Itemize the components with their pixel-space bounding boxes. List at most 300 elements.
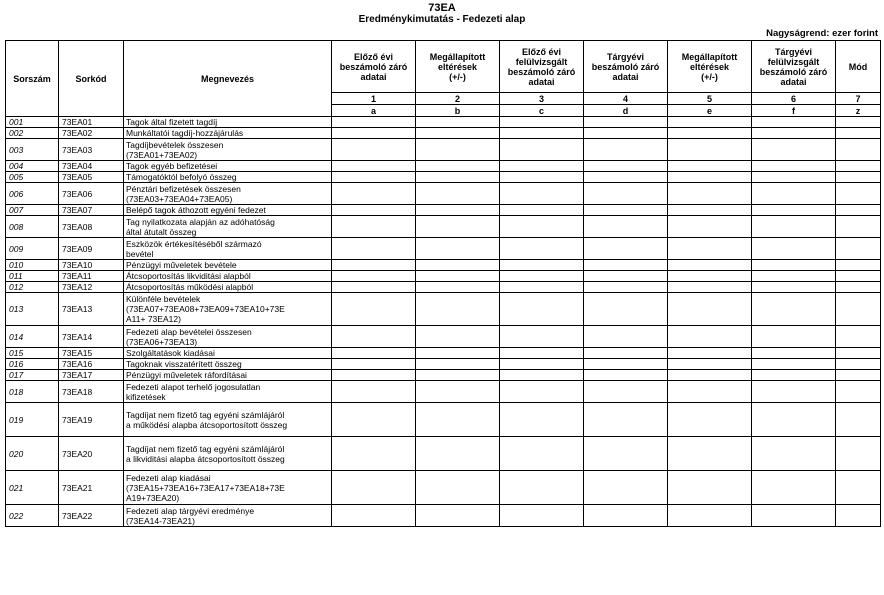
row-name-line: Tagok által fizetett tagdíj <box>126 117 218 127</box>
value-cell[interactable] <box>584 381 668 403</box>
value-cell[interactable] <box>332 117 416 128</box>
table-row <box>6 326 881 348</box>
row-name-line: A19+73EA20) <box>126 492 180 503</box>
value-cell[interactable] <box>416 282 500 293</box>
value-cell[interactable] <box>584 282 668 293</box>
value-cell[interactable] <box>416 172 500 183</box>
header-line: Megállapított <box>429 51 486 62</box>
value-cell[interactable] <box>416 216 500 238</box>
column-letter: f <box>752 105 836 117</box>
row-name-line: Fedezeti alap kiadásai <box>126 472 211 483</box>
value-cell[interactable] <box>416 183 500 205</box>
row-number: 022 <box>6 505 59 527</box>
value-cell[interactable] <box>836 161 881 172</box>
value-cell[interactable] <box>332 403 416 437</box>
row-number: 005 <box>6 172 59 183</box>
table-row <box>6 437 881 471</box>
column-letter: d <box>584 105 668 117</box>
value-cell[interactable] <box>584 326 668 348</box>
row-name-line: Tagok egyéb befizetései <box>126 161 218 171</box>
row-code: 73EA11 <box>59 271 124 282</box>
table-row <box>6 128 881 139</box>
unit-label: Nagyságrend: ezer forint <box>766 28 878 39</box>
row-number: 017 <box>6 370 59 381</box>
row-name-line: Fedezeti alapot terhelő jogosulatlan <box>126 381 261 392</box>
row-code: 73EA21 <box>59 471 124 505</box>
value-cell[interactable] <box>836 471 881 505</box>
value-cell[interactable] <box>332 370 416 381</box>
value-cell[interactable] <box>668 403 752 437</box>
table-row <box>6 139 881 161</box>
value-cell[interactable] <box>752 505 836 527</box>
value-cell[interactable] <box>836 117 881 128</box>
row-code: 73EA14 <box>59 326 124 348</box>
value-cell[interactable] <box>752 128 836 139</box>
form-title: Eredménykimutatás - Fedezeti alap <box>358 14 526 25</box>
row-code: 73EA02 <box>59 128 124 139</box>
value-cell[interactable] <box>668 117 752 128</box>
row-code: 73EA01 <box>59 117 124 128</box>
row-code: 73EA04 <box>59 161 124 172</box>
value-cell[interactable] <box>836 139 881 161</box>
row-code: 73EA06 <box>59 183 124 205</box>
row-code: 73EA20 <box>59 437 124 471</box>
value-cell[interactable] <box>752 271 836 282</box>
header-line: (+/-) <box>701 71 718 82</box>
value-cell[interactable] <box>668 326 752 348</box>
column-number: 4 <box>584 93 668 105</box>
row-name-line: (73EA01+73EA02) <box>126 149 198 160</box>
value-cell[interactable] <box>584 505 668 527</box>
header-col-3 <box>500 41 584 93</box>
value-cell[interactable] <box>836 293 881 326</box>
row-name <box>124 128 332 139</box>
value-cell[interactable] <box>584 128 668 139</box>
row-name <box>124 370 332 381</box>
row-name <box>124 260 332 271</box>
row-name-line: Tagdíjbevételek összesen <box>126 139 224 150</box>
value-cell[interactable] <box>416 471 500 505</box>
row-code: 73EA07 <box>59 205 124 216</box>
value-cell[interactable] <box>500 216 584 238</box>
row-number: 009 <box>6 238 59 260</box>
header-line: beszámoló záró <box>591 61 660 72</box>
value-cell[interactable] <box>584 348 668 359</box>
row-name <box>124 161 332 172</box>
value-cell[interactable] <box>500 128 584 139</box>
row-name <box>124 216 332 238</box>
row-code: 73EA19 <box>59 403 124 437</box>
value-cell[interactable] <box>332 437 416 471</box>
table-row <box>6 381 881 403</box>
row-code: 73EA09 <box>59 238 124 260</box>
value-cell[interactable] <box>668 128 752 139</box>
value-cell[interactable] <box>416 139 500 161</box>
row-name <box>124 183 332 205</box>
row-name-line: Pénzügyi műveletek bevétele <box>126 260 237 270</box>
income-statement-table <box>5 40 881 527</box>
header-col-7 <box>836 41 881 93</box>
table-row <box>6 183 881 205</box>
value-cell[interactable] <box>500 505 584 527</box>
value-cell[interactable] <box>416 348 500 359</box>
value-cell[interactable] <box>500 205 584 216</box>
column-number: 2 <box>416 93 500 105</box>
value-cell[interactable] <box>416 326 500 348</box>
row-name-line: Belépő tagok áthozott egyéni fedezet <box>126 205 266 215</box>
value-cell[interactable] <box>752 117 836 128</box>
column-letter: c <box>500 105 584 117</box>
value-cell[interactable] <box>668 260 752 271</box>
value-cell[interactable] <box>584 271 668 282</box>
row-name <box>124 348 332 359</box>
value-cell[interactable] <box>836 403 881 437</box>
value-cell[interactable] <box>332 128 416 139</box>
value-cell[interactable] <box>584 172 668 183</box>
column-letter: b <box>416 105 500 117</box>
value-cell[interactable] <box>836 370 881 381</box>
row-name <box>124 505 332 527</box>
value-cell[interactable] <box>668 216 752 238</box>
row-code: 73EA03 <box>59 139 124 161</box>
value-cell[interactable] <box>752 282 836 293</box>
column-number: 3 <box>500 93 584 105</box>
row-name-line: Fedezeti alap bevételei összesen <box>126 326 252 337</box>
value-cell[interactable] <box>836 172 881 183</box>
value-cell[interactable] <box>584 359 668 370</box>
value-cell[interactable] <box>668 183 752 205</box>
row-name-line: (73EA03+73EA04+73EA05) <box>126 193 233 204</box>
value-cell[interactable] <box>752 326 836 348</box>
header-line: Előző évi <box>353 51 393 62</box>
header-megnevezes: Megnevezés <box>124 41 332 117</box>
column-number: 7 <box>836 93 881 105</box>
value-cell[interactable] <box>416 260 500 271</box>
column-number: 5 <box>668 93 752 105</box>
value-cell[interactable] <box>752 260 836 271</box>
value-cell[interactable] <box>836 238 881 260</box>
row-name-line: Tag nyilatkozata alapján az adóhatóság <box>126 216 275 227</box>
header-line: Mód <box>848 61 868 72</box>
value-cell[interactable] <box>584 471 668 505</box>
row-number: 002 <box>6 128 59 139</box>
header-col-6 <box>752 41 836 93</box>
value-cell[interactable] <box>836 260 881 271</box>
value-cell[interactable] <box>500 238 584 260</box>
value-cell[interactable] <box>668 381 752 403</box>
row-number: 013 <box>6 293 59 326</box>
row-code: 73EA12 <box>59 282 124 293</box>
header-line: adatai <box>780 76 807 87</box>
row-name <box>124 326 332 348</box>
column-letter: z <box>836 105 881 117</box>
value-cell[interactable] <box>752 293 836 326</box>
value-cell[interactable] <box>584 117 668 128</box>
row-name-line: Tagoknak visszatérített összeg <box>126 359 242 369</box>
header-line: eltérések <box>689 61 730 72</box>
value-cell[interactable] <box>332 183 416 205</box>
value-cell[interactable] <box>668 348 752 359</box>
table-row <box>6 293 881 326</box>
row-number: 008 <box>6 216 59 238</box>
value-cell[interactable] <box>752 205 836 216</box>
value-cell[interactable] <box>416 359 500 370</box>
value-cell[interactable] <box>752 381 836 403</box>
row-code: 73EA05 <box>59 172 124 183</box>
value-cell[interactable] <box>332 216 416 238</box>
value-cell[interactable] <box>668 370 752 381</box>
value-cell[interactable] <box>752 437 836 471</box>
row-code: 73EA13 <box>59 293 124 326</box>
header-col-1 <box>332 41 416 93</box>
table-row <box>6 117 881 128</box>
value-cell[interactable] <box>584 293 668 326</box>
value-cell[interactable] <box>584 437 668 471</box>
row-number: 019 <box>6 403 59 437</box>
column-number: 1 <box>332 93 416 105</box>
header-line: adatai <box>612 71 639 82</box>
value-cell[interactable] <box>584 183 668 205</box>
row-number: 016 <box>6 359 59 370</box>
value-cell[interactable] <box>332 348 416 359</box>
value-cell[interactable] <box>332 282 416 293</box>
table-row <box>6 271 881 282</box>
value-cell[interactable] <box>836 505 881 527</box>
value-cell[interactable] <box>668 437 752 471</box>
value-cell[interactable] <box>668 271 752 282</box>
row-name-line: (73EA06+73EA13) <box>126 336 198 347</box>
value-cell[interactable] <box>584 205 668 216</box>
header-line: Megállapított <box>681 51 738 62</box>
row-name <box>124 293 332 326</box>
value-cell[interactable] <box>836 359 881 370</box>
value-cell[interactable] <box>836 205 881 216</box>
row-name-line: által átutalt összeg <box>126 226 197 237</box>
row-code: 73EA15 <box>59 348 124 359</box>
column-letter: a <box>332 105 416 117</box>
value-cell[interactable] <box>500 370 584 381</box>
row-number: 014 <box>6 326 59 348</box>
table-row <box>6 348 881 359</box>
form-code: 73EA <box>428 2 456 14</box>
table-row <box>6 471 881 505</box>
value-cell[interactable] <box>500 172 584 183</box>
header-line: adatai <box>528 76 555 87</box>
table-row <box>6 403 881 437</box>
value-cell[interactable] <box>416 238 500 260</box>
value-cell[interactable] <box>668 505 752 527</box>
value-cell[interactable] <box>752 348 836 359</box>
row-name-line: Átcsoportosítás működési alapból <box>126 282 254 292</box>
value-cell[interactable] <box>836 128 881 139</box>
header-sorszam: Sorszám <box>6 41 59 117</box>
header-sorkod: Sorkód <box>59 41 124 117</box>
value-cell[interactable] <box>332 471 416 505</box>
value-cell[interactable] <box>332 161 416 172</box>
value-cell[interactable] <box>416 161 500 172</box>
value-cell[interactable] <box>332 238 416 260</box>
value-cell[interactable] <box>500 403 584 437</box>
value-cell[interactable] <box>584 260 668 271</box>
value-cell[interactable] <box>416 370 500 381</box>
value-cell[interactable] <box>500 326 584 348</box>
header-line: eltérések <box>437 61 478 72</box>
row-name <box>124 437 332 471</box>
value-cell[interactable] <box>668 359 752 370</box>
value-cell[interactable] <box>668 139 752 161</box>
value-cell[interactable] <box>752 183 836 205</box>
table-row <box>6 216 881 238</box>
value-cell[interactable] <box>584 238 668 260</box>
value-cell[interactable] <box>752 471 836 505</box>
value-cell[interactable] <box>836 437 881 471</box>
column-letter: e <box>668 105 752 117</box>
row-code: 73EA18 <box>59 381 124 403</box>
value-cell[interactable] <box>500 282 584 293</box>
value-cell[interactable] <box>416 128 500 139</box>
value-cell[interactable] <box>500 437 584 471</box>
value-cell[interactable] <box>332 260 416 271</box>
value-cell[interactable] <box>500 161 584 172</box>
value-cell[interactable] <box>416 403 500 437</box>
value-cell[interactable] <box>836 216 881 238</box>
value-cell[interactable] <box>500 359 584 370</box>
row-name-line: Pénztári befizetések összesen <box>126 183 241 194</box>
header-line: adatai <box>360 71 387 82</box>
value-cell[interactable] <box>332 505 416 527</box>
row-name <box>124 471 332 505</box>
row-name-line: (73EA15+73EA16+73EA17+73EA18+73E <box>126 482 285 493</box>
value-cell[interactable] <box>752 359 836 370</box>
value-cell[interactable] <box>332 271 416 282</box>
row-code: 73EA16 <box>59 359 124 370</box>
value-cell[interactable] <box>836 348 881 359</box>
row-name-line: Tagdíjat nem fizető tag egyéni számlájáról <box>126 443 285 454</box>
value-cell[interactable] <box>500 381 584 403</box>
row-number: 012 <box>6 282 59 293</box>
table-row <box>6 282 881 293</box>
row-name <box>124 282 332 293</box>
value-cell[interactable] <box>332 172 416 183</box>
table-row <box>6 370 881 381</box>
value-cell[interactable] <box>752 403 836 437</box>
value-cell[interactable] <box>668 205 752 216</box>
row-name-line: Átcsoportosítás likviditási alapból <box>126 271 251 281</box>
table-row <box>6 260 881 271</box>
row-number: 001 <box>6 117 59 128</box>
value-cell[interactable] <box>500 271 584 282</box>
value-cell[interactable] <box>500 139 584 161</box>
row-number: 003 <box>6 139 59 161</box>
value-cell[interactable] <box>836 271 881 282</box>
header-col-5 <box>668 41 752 93</box>
header-line: beszámoló záró <box>339 61 408 72</box>
row-name-line: a működési alapba átcsoportosított összeg <box>126 419 288 430</box>
header-col-2 <box>416 41 500 93</box>
value-cell[interactable] <box>416 293 500 326</box>
row-name <box>124 238 332 260</box>
value-cell[interactable] <box>836 183 881 205</box>
header-line: Előző évi <box>521 46 561 57</box>
value-cell[interactable] <box>416 381 500 403</box>
value-cell[interactable] <box>752 172 836 183</box>
value-cell[interactable] <box>668 172 752 183</box>
value-cell[interactable] <box>500 471 584 505</box>
value-cell[interactable] <box>416 205 500 216</box>
value-cell[interactable] <box>416 437 500 471</box>
row-name-line: a likviditási alapba átcsoportosított összeg <box>126 453 285 464</box>
row-number: 020 <box>6 437 59 471</box>
value-cell[interactable] <box>332 326 416 348</box>
value-cell[interactable] <box>332 359 416 370</box>
value-cell[interactable] <box>668 238 752 260</box>
value-cell[interactable] <box>668 471 752 505</box>
header-line: Tárgyévi <box>774 46 813 57</box>
value-cell[interactable] <box>500 348 584 359</box>
row-name-line: Szolgáltatások kiadásai <box>126 348 215 358</box>
value-cell[interactable] <box>332 293 416 326</box>
value-cell[interactable] <box>500 183 584 205</box>
value-cell[interactable] <box>668 282 752 293</box>
value-cell[interactable] <box>500 117 584 128</box>
value-cell[interactable] <box>584 370 668 381</box>
value-cell[interactable] <box>416 271 500 282</box>
row-code: 73EA10 <box>59 260 124 271</box>
value-cell[interactable] <box>332 205 416 216</box>
value-cell[interactable] <box>836 326 881 348</box>
row-name-line: Különféle bevételek <box>126 294 201 304</box>
row-name <box>124 117 332 128</box>
value-cell[interactable] <box>836 282 881 293</box>
row-number: 010 <box>6 260 59 271</box>
row-code: 73EA17 <box>59 370 124 381</box>
row-name-line: Munkáltatói tagdíj-hozzájárulás <box>126 128 244 138</box>
value-cell[interactable] <box>416 117 500 128</box>
row-name <box>124 381 332 403</box>
row-number: 011 <box>6 271 59 282</box>
row-number: 004 <box>6 161 59 172</box>
row-name <box>124 403 332 437</box>
value-cell[interactable] <box>584 139 668 161</box>
header-col-4 <box>584 41 668 93</box>
value-cell[interactable] <box>752 161 836 172</box>
header-line: felülvizsgált <box>515 56 568 67</box>
header-line: felülvizsgált <box>767 56 820 67</box>
value-cell[interactable] <box>332 381 416 403</box>
value-cell[interactable] <box>752 370 836 381</box>
row-name-line: kifizetések <box>126 391 166 402</box>
value-cell[interactable] <box>584 403 668 437</box>
value-cell[interactable] <box>752 238 836 260</box>
row-name <box>124 139 332 161</box>
table-row <box>6 161 881 172</box>
value-cell[interactable] <box>500 293 584 326</box>
value-cell[interactable] <box>836 381 881 403</box>
value-cell[interactable] <box>668 293 752 326</box>
value-cell[interactable] <box>752 139 836 161</box>
value-cell[interactable] <box>416 505 500 527</box>
value-cell[interactable] <box>332 139 416 161</box>
value-cell[interactable] <box>584 161 668 172</box>
row-number: 021 <box>6 471 59 505</box>
value-cell[interactable] <box>752 216 836 238</box>
value-cell[interactable] <box>668 161 752 172</box>
row-name-line: Tagdíjat nem fizető tag egyéni számlájáról <box>126 409 285 420</box>
table-row <box>6 238 881 260</box>
value-cell[interactable] <box>500 260 584 271</box>
row-name <box>124 205 332 216</box>
value-cell[interactable] <box>584 216 668 238</box>
